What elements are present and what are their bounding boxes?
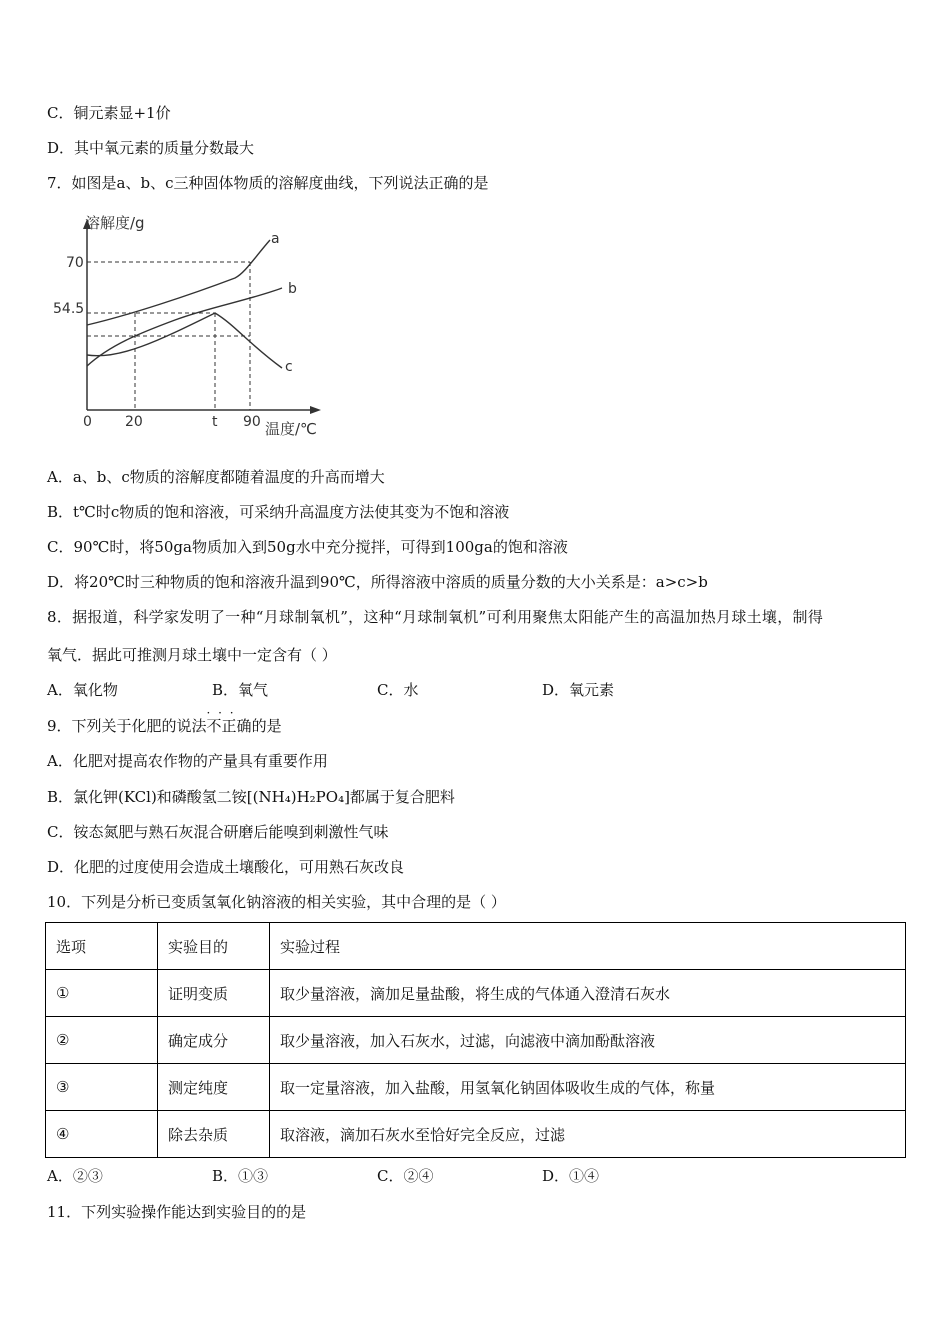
table-row — [46, 970, 906, 1017]
table-row — [46, 1017, 906, 1064]
label-b: b — [288, 281, 297, 297]
table-cell: 测定纯度 — [158, 1064, 270, 1111]
table-cell: 取少量溶液，滴加足量盐酸，将生成的气体通入澄清石灰水 — [270, 970, 906, 1017]
y-axis-label: 溶解度/g — [85, 214, 145, 232]
table-row — [46, 1064, 906, 1111]
x-tick-90: 90 — [243, 414, 261, 430]
q6-option-d: D．其中氧元素的质量分数最大 — [47, 139, 255, 157]
q9-stem-emphasis: 不正确 · · · — [207, 717, 252, 735]
q10-table — [45, 922, 906, 1158]
q8-stem-line2: 氧气．据此可推测月球土壤中一定含有（ ） — [47, 646, 337, 664]
x-tick-0: 0 — [83, 414, 92, 430]
q8-option-b: B．氧气 — [212, 681, 269, 699]
q9-option-b: B．氯化钾(KCl)和磷酸氢二铵[(NH₄)H₂PO₄]都属于复合肥料 — [47, 788, 455, 806]
x-tick-20: 20 — [125, 414, 143, 430]
q8-option-a: A．氧化物 — [47, 681, 118, 699]
label-c: c — [285, 359, 293, 375]
table-header: 实验目的 — [158, 923, 270, 970]
q8-stem-line1: 8．据报道，科学家发明了一种“月球制氧机”，这种“月球制氧机”可利用聚焦太阳能产生的高温加热月球土壤，制得 — [47, 608, 824, 626]
table-cell: ① — [46, 970, 158, 1017]
q6-option-c: C．铜元素显+1价 — [47, 104, 171, 122]
q10-stem: 10．下列是分析已变质氢氧化钠溶液的相关实验，其中合理的是（ ） — [47, 893, 506, 911]
q7-option-b: B．t℃时c物质的饱和溶液，可采纳升高温度方法使其变为不饱和溶液 — [47, 503, 510, 521]
q10-option-c: C．②④ — [377, 1167, 434, 1185]
table-cell: 取少量溶液，加入石灰水，过滤，向滤液中滴加酚酞溶液 — [270, 1017, 906, 1064]
q9-stem — [47, 716, 282, 736]
q9-option-c: C．铵态氮肥与熟石灰混合研磨后能嗅到刺激性气味 — [47, 823, 389, 841]
table-cell: 证明变质 — [158, 970, 270, 1017]
q10-option-b: B．①③ — [212, 1167, 269, 1185]
table-header: 实验过程 — [270, 923, 906, 970]
y-tick-54-5: 54.5 — [53, 301, 85, 317]
table-cell: 取溶液，滴加石灰水至恰好完全反应，过滤 — [270, 1111, 906, 1158]
solubility-chart — [50, 205, 340, 445]
q10-option-a: A．②③ — [47, 1167, 103, 1185]
x-tick-t: t — [212, 414, 218, 430]
curve-c — [87, 313, 282, 368]
q8-option-c: C．水 — [377, 681, 419, 699]
y-tick-70: 70 — [66, 255, 84, 271]
q9-option-d: D．化肥的过度使用会造成土壤酸化，可用熟石灰改良 — [47, 858, 405, 876]
q9-stem-post: 的是 — [251, 717, 282, 735]
label-a: a — [271, 231, 280, 247]
q11-stem: 11．下列实验操作能达到实验目的的是 — [47, 1203, 307, 1221]
table-header-row — [46, 923, 906, 970]
table-cell: 取一定量溶液，加入盐酸，用氢氧化钠固体吸收生成的气体，称量 — [270, 1064, 906, 1111]
table-row — [46, 1111, 906, 1158]
x-axis-arrow — [310, 406, 321, 414]
q7-option-a: A．a、b、c物质的溶解度都随着温度的升高而增大 — [47, 468, 385, 486]
q7-option-d: D．将20℃时三种物质的饱和溶液升温到90℃，所得溶液中溶质的质量分数的大小关系是：a>c>b — [47, 573, 708, 591]
q7-option-c: C．90℃时，将50ga物质加入到50g水中充分搅拌，可得到100ga的饱和溶液 — [47, 538, 568, 556]
q8-option-d: D．氧元素 — [542, 681, 615, 699]
q7-stem: 7．如图是a、b、c三种固体物质的溶解度曲线，下列说法正确的是 — [47, 174, 489, 192]
q9-option-a: A．化肥对提高农作物的产量具有重要作用 — [47, 752, 328, 770]
table-header: 选项 — [46, 923, 158, 970]
curve-a — [87, 240, 270, 325]
q9-stem-pre: 9．下列关于化肥的说法 — [47, 717, 207, 735]
q10-option-d: D．①④ — [542, 1167, 600, 1185]
table-cell: ③ — [46, 1064, 158, 1111]
table-cell: ④ — [46, 1111, 158, 1158]
table-cell: ② — [46, 1017, 158, 1064]
table-cell: 确定成分 — [158, 1017, 270, 1064]
table-cell: 除去杂质 — [158, 1111, 270, 1158]
x-axis-label: 温度/℃ — [265, 420, 317, 438]
